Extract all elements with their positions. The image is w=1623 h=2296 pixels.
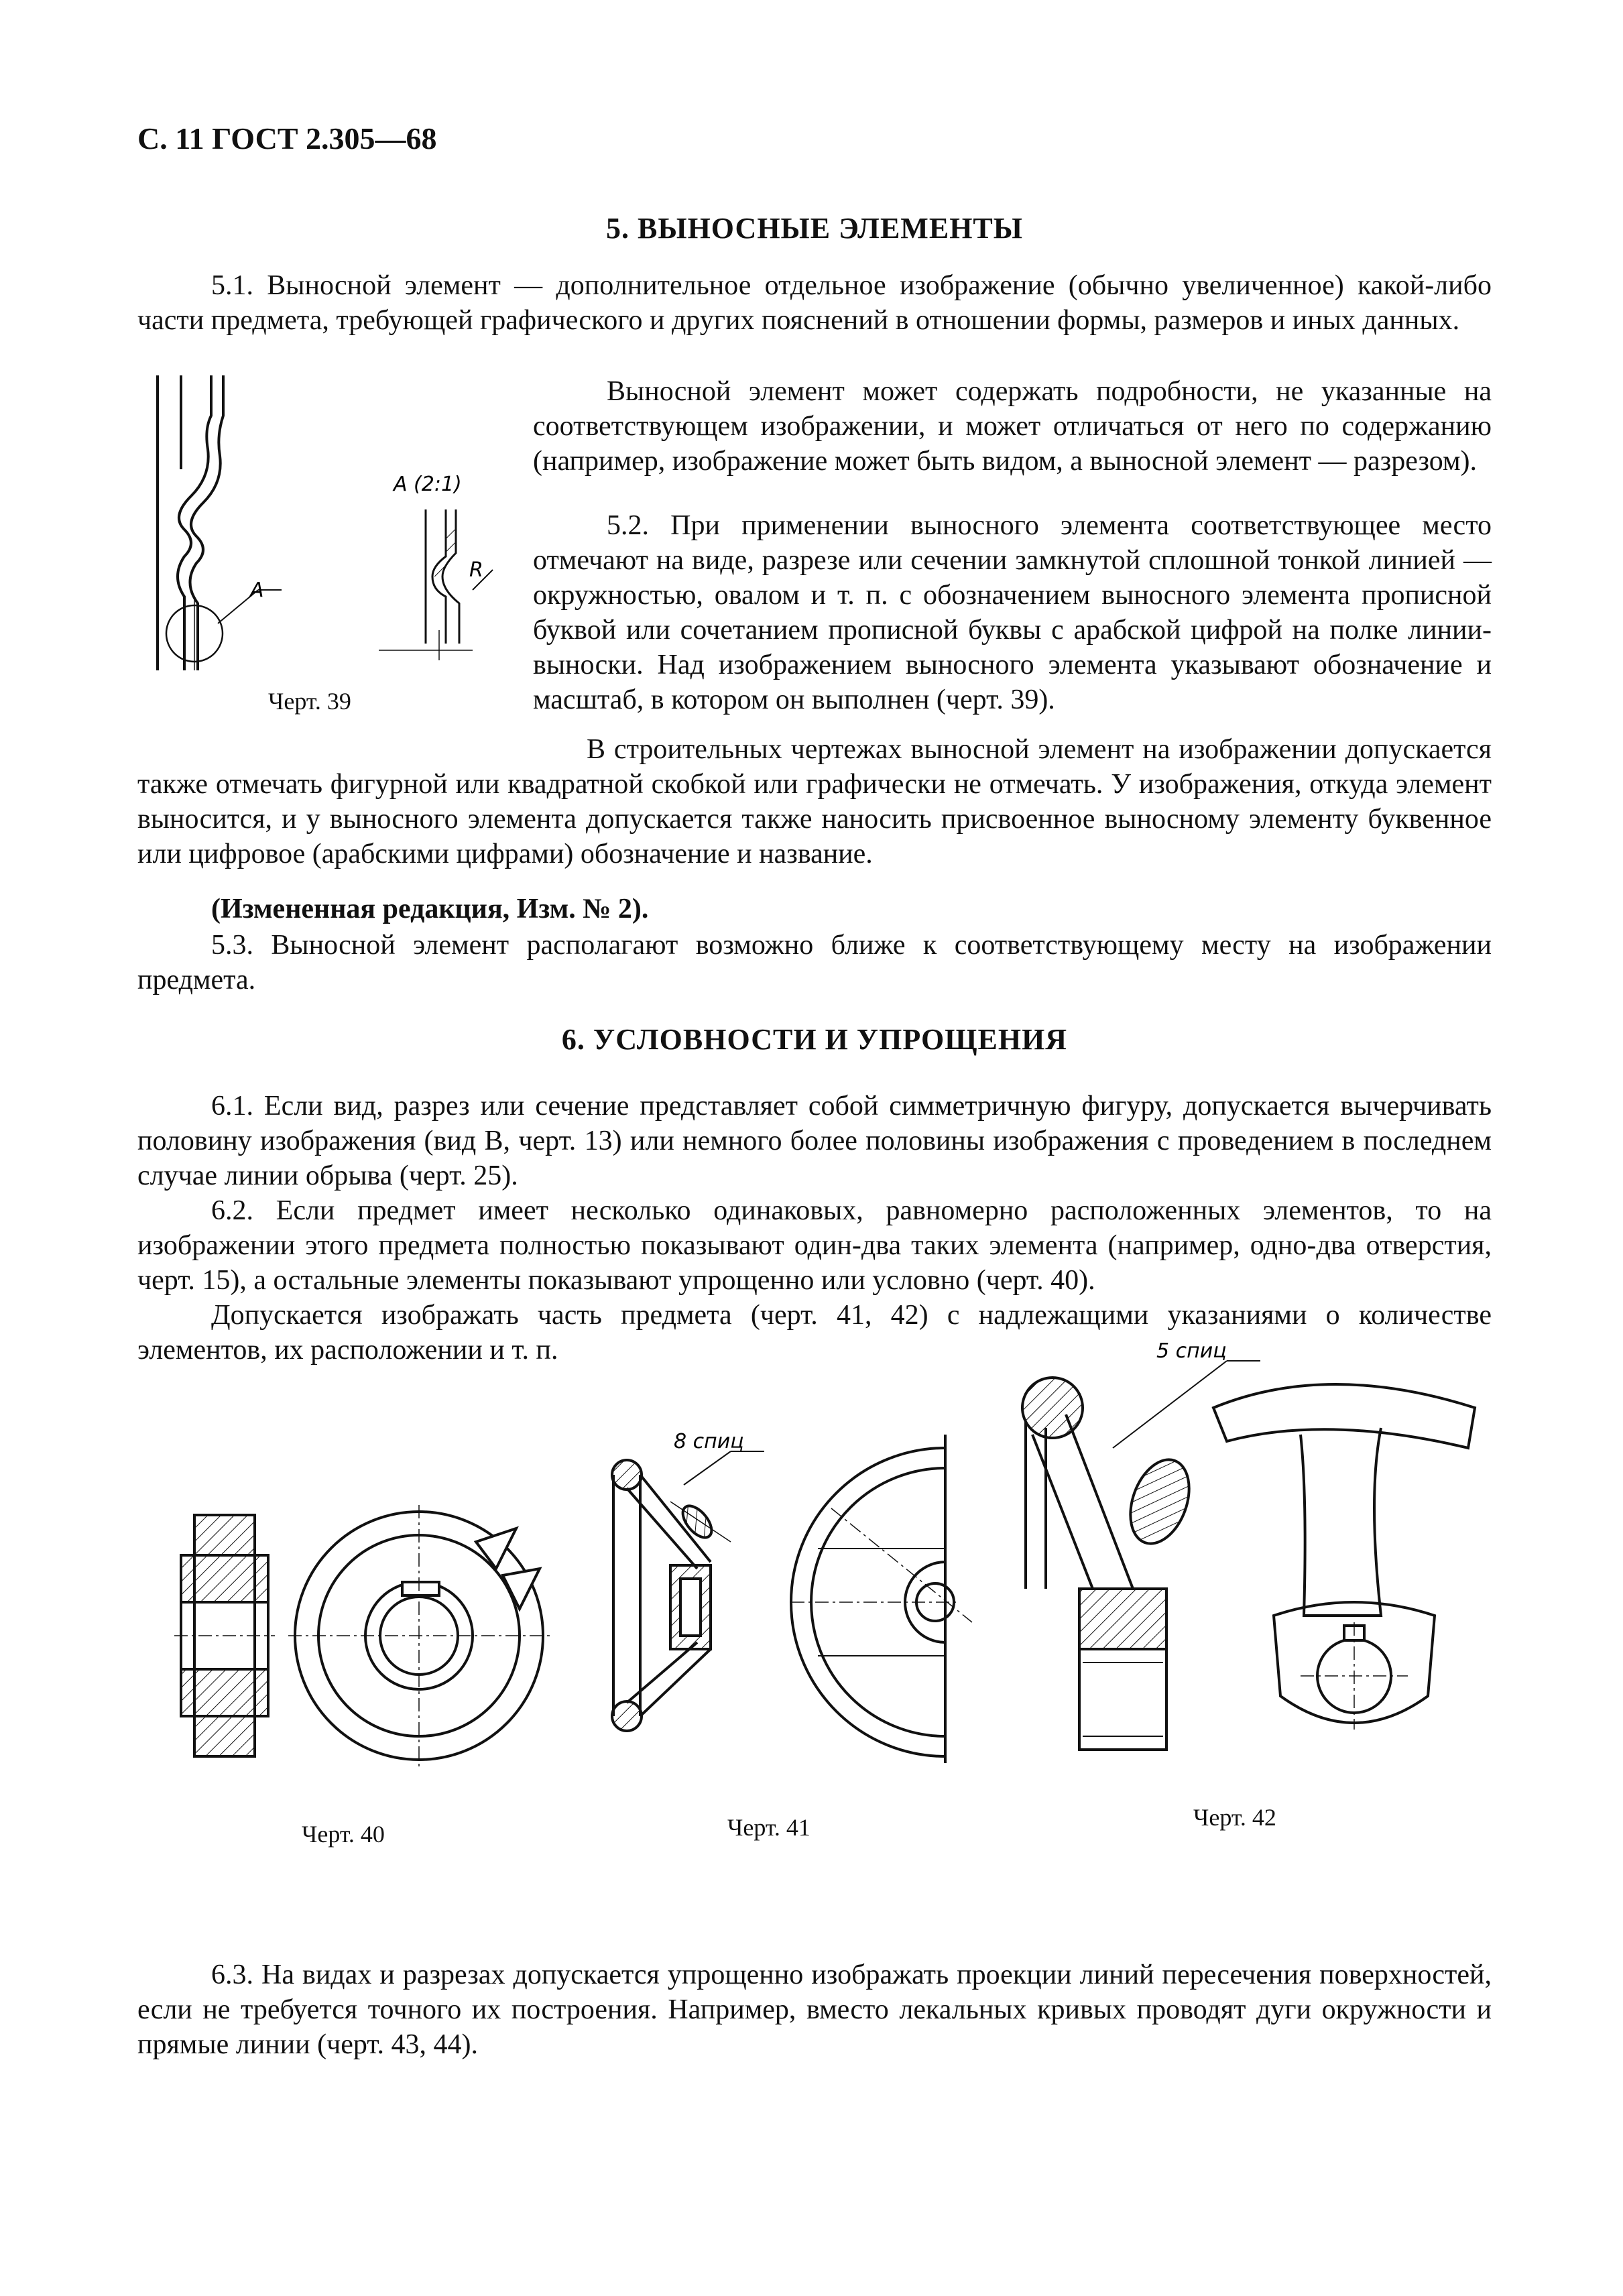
figure-40-drawing bbox=[181, 1502, 543, 1770]
paragraph-5-2: 5.2. При применении выносного элемента соответствующее место отмечают на виде, разрезе или сечении замкнутой сплошной тонкой линией — окружностью, овалом и т. п. с обозначением выносного элемента прописной буквой или сочетанием прописной буквы с арабской цифрой на полке линии-выноски. Над изображением выносного элемента указывают обозначение и масштаб, в котором он выполнен (черт. 39). bbox=[533, 510, 1492, 715]
fig39-label-r: R bbox=[469, 558, 483, 582]
page-header: С. 11 ГОСТ 2.305—68 bbox=[137, 121, 437, 156]
fig39-label-scale: А (2:1) bbox=[394, 473, 462, 496]
paragraph-5-1b: Выносной элемент может содержать подробности, не указанные на соответствующем изображении, и может отличаться от него по содержанию (например, изображение может быть видом, а выносной элемент — разрезом). bbox=[533, 376, 1492, 477]
fig39-label-a: А bbox=[250, 579, 264, 602]
figure-39-drawing bbox=[144, 375, 520, 684]
fig42-caption: Черт. 42 bbox=[1193, 1804, 1276, 1831]
paragraph-5-3: 5.3. Выносной элемент располагают возможно ближе к соответствующему месту на изображении предмета. bbox=[137, 930, 1492, 995]
paragraph-5-1: 5.1. Выносной элемент — дополнительное отдельное изображение (обычно увеличенное) какой-либо части предмета, требующей графического и других пояснений в отношении формы, размеров и иных данных. bbox=[137, 270, 1492, 336]
fig41-caption: Черт. 41 bbox=[727, 1814, 810, 1841]
paragraph-6-1: 6.1. Если вид, разрез или сечение представляет собой симметричную фигуру, допускается вычерчивать половину изображения (вид В, черт. 13) или немного более половины изображения с проведением в последнем случае линии обрыва (черт. 25). bbox=[137, 1091, 1492, 1191]
figure-41-drawing bbox=[597, 1421, 972, 1770]
fig40-caption: Черт. 40 bbox=[302, 1821, 385, 1848]
section-6-title: 6. УСЛОВНОСТИ И УПРОЩЕНИЯ bbox=[561, 1023, 1068, 1056]
paragraph-6-2b: Допускается изображать часть предмета (черт. 41, 42) с надлежащими указаниями о количестве элементов, их расположении и т. п. bbox=[137, 1300, 1492, 1366]
paragraph-6-2: 6.2. Если предмет имеет несколько одинаковых, равномерно расположенных элементов, то на изображении этого предмета полностью показывают один-два таких элемента (например, одно-два отверстия, черт. 15), а остальные элементы показывают упрощенно или условно (черт. 40). bbox=[137, 1195, 1492, 1296]
paragraph-6-3: 6.3. На видах и разрезах допускается упрощенно изображать проекции линий пересечения поверхностей, если не требуется точного их построения. Например, вместо лекальных кривых проводят дуги окружности и прямые линии (черт. 43, 44). bbox=[137, 1959, 1492, 2060]
fig41-note: 8 спиц bbox=[674, 1430, 744, 1453]
amendment-note: (Измененная редакция, Изм. № 2). bbox=[211, 894, 649, 924]
fig39-caption: Черт. 39 bbox=[268, 688, 351, 715]
section-5-title: 5. ВЫНОСНЫЕ ЭЛЕМЕНТЫ bbox=[606, 212, 1023, 245]
figure-42-drawing bbox=[1006, 1339, 1488, 1770]
fig42-note: 5 спиц bbox=[1156, 1339, 1227, 1363]
paragraph-5-2b: В строительных чертежах выносной элемент на изображении допускается также отмечать фигурной или квадратной скобкой или графически не отмечать. У изображения, откуда элемент выносится, и у выносного элемента допускается также наносить присвоенное выносному элементу буквенное или цифровое (арабскими цифрами) обозначение и название. bbox=[137, 734, 1492, 869]
